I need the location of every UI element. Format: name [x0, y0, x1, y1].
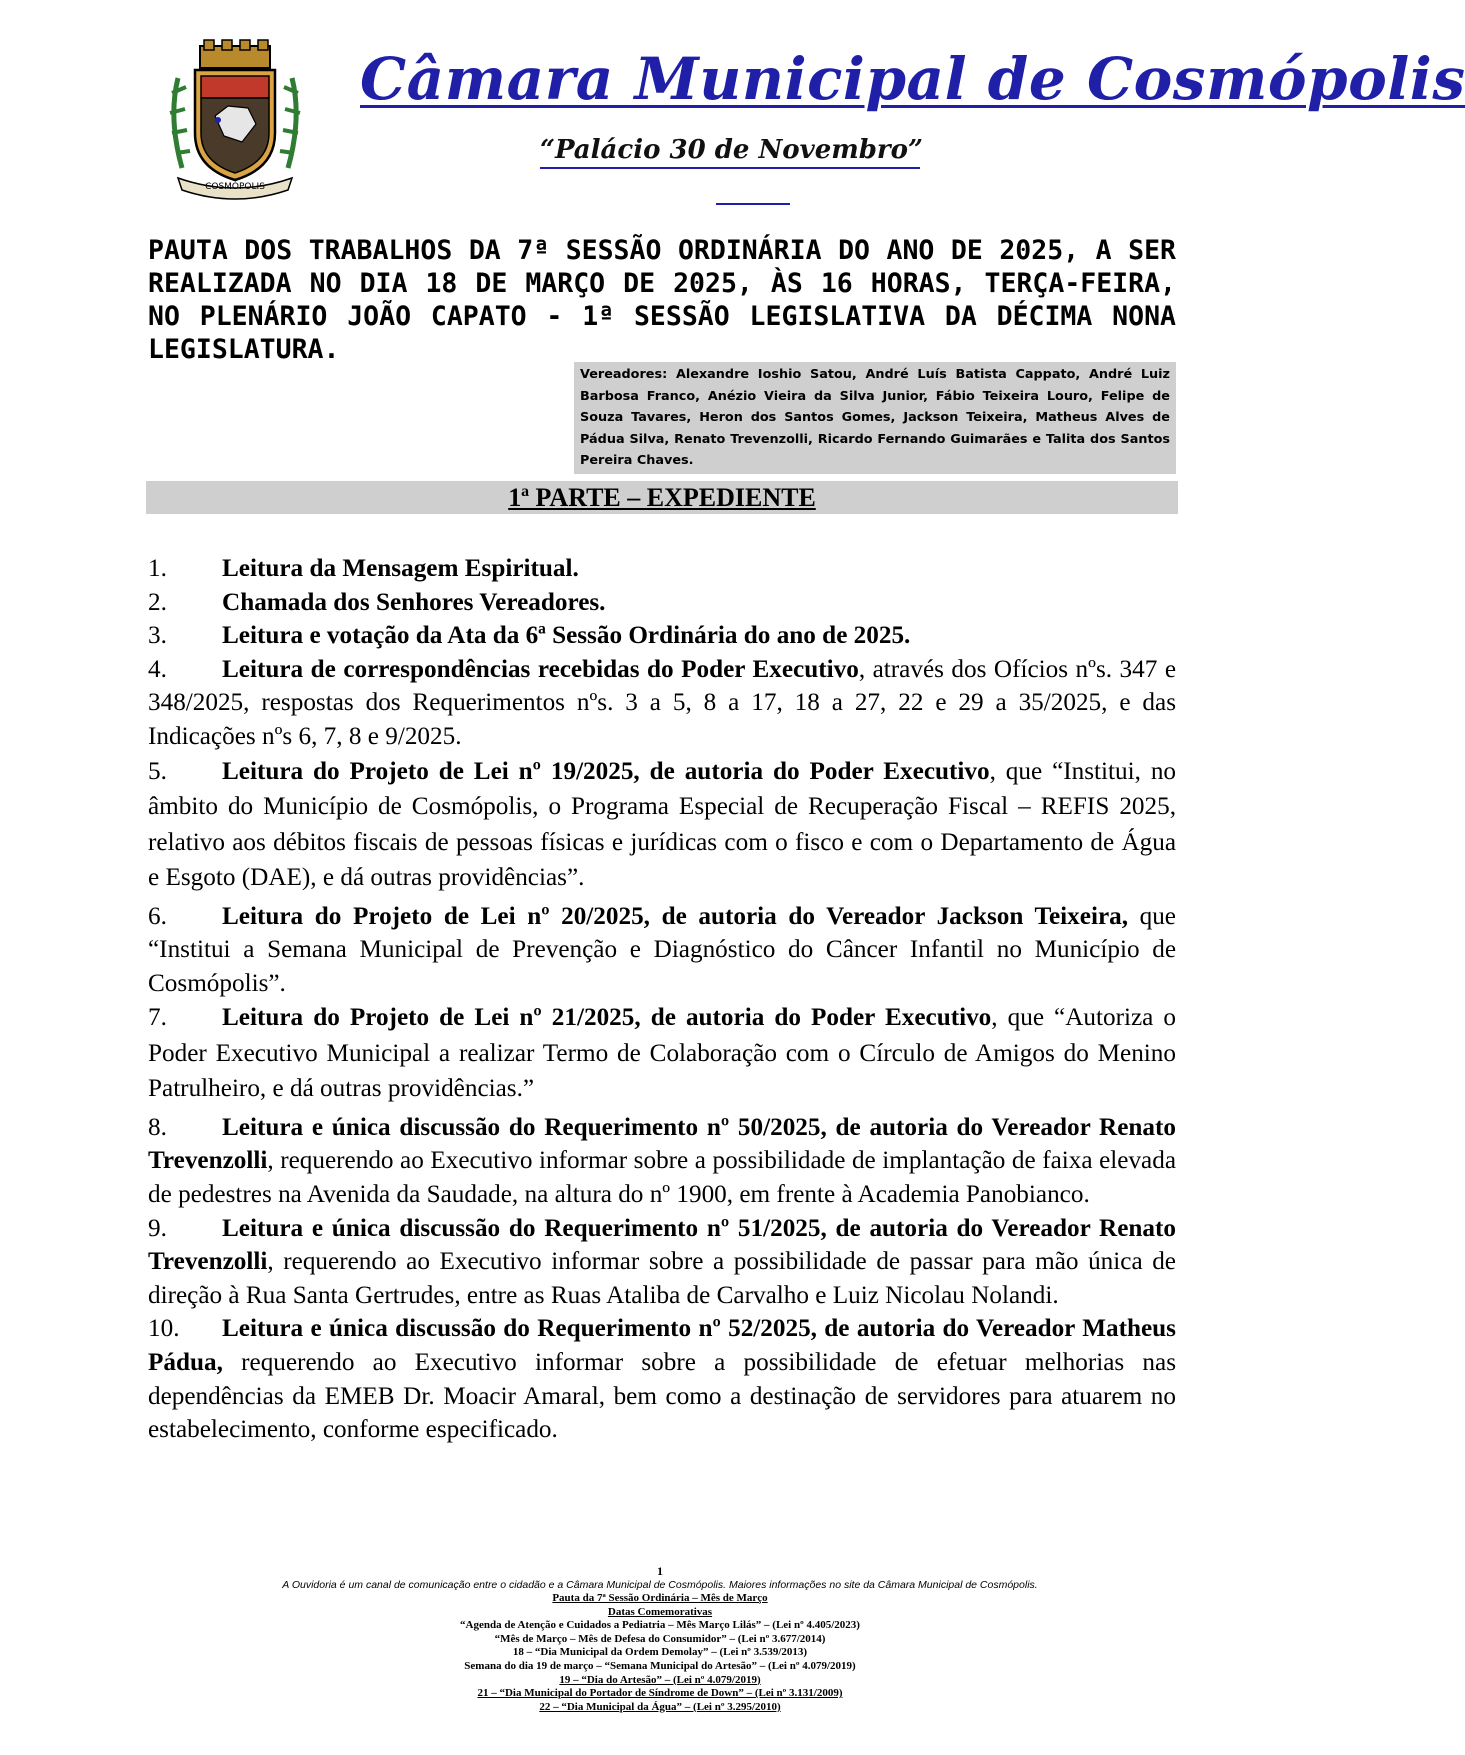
- commemorative-date: 18 – “Dia Municipal da Ordem Demolay” – (Lei nº 3.539/2013): [512, 1646, 808, 1659]
- agenda-item: [148, 1111, 1176, 1212]
- agenda-item: [148, 586, 1176, 620]
- item-bold-text: Leitura do Projeto de Lei nº 19/2025, de autoria do Poder Executivo: [222, 757, 990, 785]
- item-text: que “Institui a Semana Municipal de Prevenção e Diagnóstico do Câncer Infantil no Município de Cosmópolis”.: [148, 902, 1176, 997]
- municipal-crest-icon: [160, 38, 310, 198]
- agenda-item: [148, 900, 1176, 1001]
- item-bold-text: Leitura de correspondências recebidas do Poder Executivo: [222, 655, 859, 683]
- item-bold-text: Leitura da Mensagem Espiritual.: [222, 555, 579, 582]
- item-text: , requerendo ao Executivo informar sobre a possibilidade de implantação de faixa elevada de pedestres na Avenida da Saudade, na altura do nº 1900, em frente à Academia Panobianco.: [148, 1147, 1176, 1209]
- item-bold-text: Chamada dos Senhores Vereadores.: [222, 588, 606, 616]
- item-number: 7.: [148, 1004, 167, 1032]
- item-text: , que “Autoriza o Poder Executivo Municipal a realizar Termo de Colaboração com o Círculo de Amigos do Menino Patrulheiro, e dá outras providências.”: [148, 1004, 1176, 1103]
- agenda-reference: Pauta da 7ª Sessão Ordinária – Mês de Março: [552, 1592, 768, 1604]
- item-number: 8.: [148, 1113, 167, 1141]
- ouvidoria-note: A Ouvidoria é um canal de comunicação entre o cidadão e a Câmara Municipal de Cosmópolis. Maiores informações no site da Câmara Municipal de Cosmópolis.: [282, 1579, 1038, 1591]
- commemorative-date: 21 – “Dia Municipal do Portador de Síndrome de Down” – (Lei nº 3.131/2009): [477, 1687, 843, 1700]
- commemorative-date: 22 – “Dia Municipal da Água” – (Lei nº 3.295/2010): [539, 1700, 781, 1713]
- institution-name: Câmara Municipal de Cosmópolis: [360, 45, 1465, 113]
- palace-name: “Palácio 30 de Novembro”: [540, 135, 920, 169]
- letterhead: [0, 0, 1465, 215]
- agenda-item: [148, 1000, 1176, 1107]
- section-heading-text: 1ª PARTE – EXPEDIENTE: [508, 483, 816, 512]
- commemorative-date: Semana do dia 19 de março – “Semana Municipal do Artesão” – (Lei nº 4.079/2019): [464, 1659, 856, 1672]
- item-bold-text: Leitura e única discussão do Requerimento nº 51/2025, de autoria do Vereador Renato Trevenzolli: [148, 1214, 1176, 1276]
- item-bold-text: Leitura e única discussão do Requerimento nº 50/2025, de autoria do Vereador Renato Trevenzolli: [148, 1113, 1176, 1175]
- item-number: 3.: [148, 622, 167, 650]
- dates-title: Datas Comemorativas: [607, 1605, 713, 1618]
- item-text: , requerendo ao Executivo informar sobre a possibilidade de passar para mão única de direção à Rua Santa Gertrudes, entre as Ruas Ataliba de Carvalho e Luiz Nicolau Nolandi.: [148, 1248, 1176, 1309]
- agenda-title: PAUTA DOS TRABALHOS DA 7ª SESSÃO ORDINÁRIA DO ANO DE 2025, A SER REALIZADA NO DIA 18 DE MARÇO DE 2025, ÀS 16 HORAS, TERÇA-FEIRA, NO PLENÁRIO JOÃO CAPATO - 1ª SESSÃO LEGISLATIVA DA DÉCIMA NONA LEGISLATURA.: [148, 235, 1176, 365]
- agenda-item: [148, 653, 1176, 754]
- agenda-item: [148, 1212, 1176, 1313]
- item-bold-text: Leitura do Projeto de Lei nº 20/2025, de autoria do Vereador Jackson Teixeira,: [222, 902, 1129, 930]
- item-text: , que “Institui, no âmbito do Município de Cosmópolis, o Programa Especial de Recuperação Fiscal – REFIS 2025, relativo aos débitos fiscais de pessoas físicas e jurídicas com o fisco e com o Departamento de Água e Esgoto (DAE), e dá outras providências”.: [148, 757, 1177, 892]
- item-number: 6.: [148, 902, 167, 930]
- item-text: , através dos Ofícios nºs. 347 e 348/2025, respostas dos Requerimentos nºs. 3 a 5, 8 a 17, 18 a 27, 22 e 29 a 35/2025, e das Indicações nºs 6, 7, 8 e 9/2025.: [148, 655, 1176, 750]
- item-bold-text: Leitura e única discussão do Requerimento nº 52/2025, de autoria do Vereador Matheus Pádua,: [148, 1315, 1176, 1376]
- item-number: 10.: [148, 1315, 180, 1343]
- agenda-items: [148, 552, 1176, 1447]
- item-bold-text: Leitura do Projeto de Lei nº 21/2025, de autoria do Poder Executivo: [222, 1004, 992, 1032]
- item-number: 9.: [148, 1214, 167, 1242]
- commemorative-date: “Mês de Março – Mês de Defesa do Consumidor” – (Lei nº 3.677/2014): [494, 1632, 826, 1645]
- item-number: 4.: [148, 655, 167, 683]
- agenda-item: [148, 1312, 1176, 1446]
- agenda-item: [148, 619, 1176, 653]
- item-text: requerendo ao Executivo informar sobre a possibilidade de efetuar melhorias nas dependências da EMEB Dr. Moacir Amaral, bem como a destinação de servidores para atuarem no estabelecimento, conforme especificado.: [148, 1349, 1176, 1444]
- item-number: 5.: [148, 757, 167, 785]
- crest-ribbon-text: COSMÓPOLIS: [205, 182, 265, 192]
- agenda-item: [148, 552, 1176, 586]
- agenda-item: [148, 754, 1176, 896]
- page-number: 1: [657, 1564, 663, 1578]
- councillors-box: Vereadores: Alexandre Ioshio Satou, André Luís Batista Cappato, André Luiz Barbosa Franco, Anézio Vieira da Silva Junior, Fábio Teixeira Louro, Felipe de Souza Tavares, Heron dos Santos Gomes, Jackson Teixeira, Matheus Alves de Pádua Silva, Renato Trevenzolli, Ricardo Fernando Guimarães e Talita dos Santos Pereira Chaves.: [574, 362, 1176, 474]
- commemorative-date: 19 – “Dia do Artesão” – (Lei nº 4.079/2019): [559, 1673, 761, 1686]
- item-number: 2.: [148, 588, 167, 616]
- header-divider: [716, 203, 790, 205]
- page-footer: [190, 1564, 1130, 1714]
- commemorative-date: “Agenda de Atenção e Cuidados a Pediatria – Mês Março Lilás” – (Lei nº 4.405/2023): [460, 1619, 860, 1632]
- section-heading: [146, 481, 1178, 514]
- item-number: 1.: [148, 555, 167, 582]
- item-bold-text: Leitura e votação da Ata da 6ª Sessão Ordinária do ano de 2025.: [222, 622, 911, 650]
